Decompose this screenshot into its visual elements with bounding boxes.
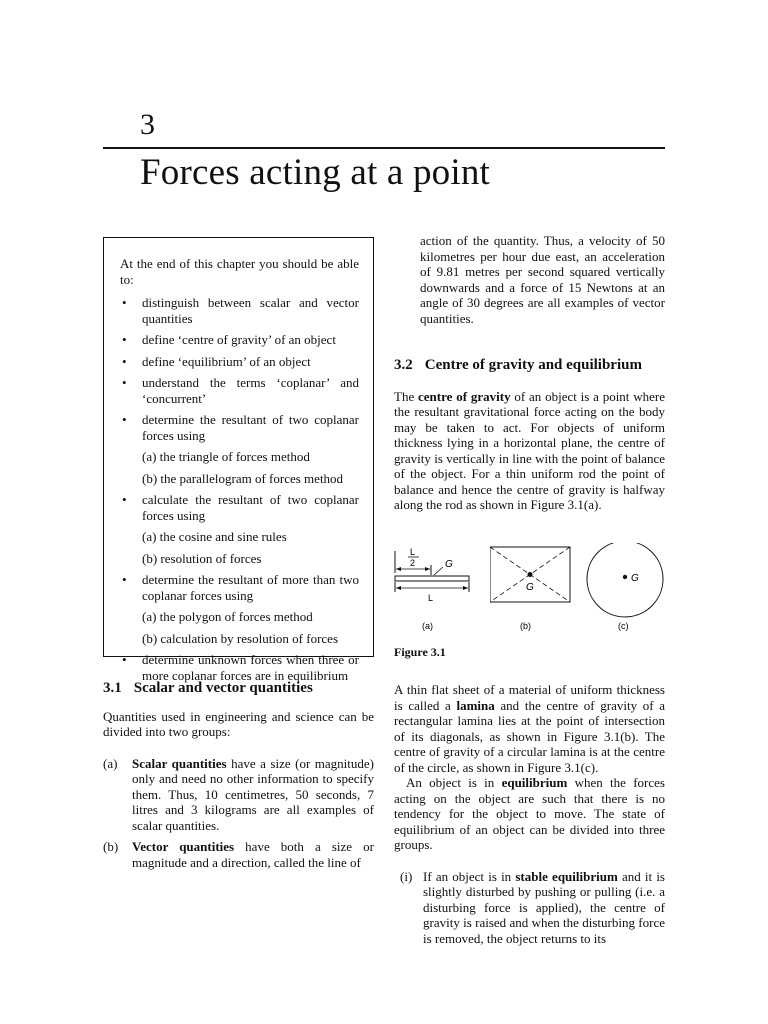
objective-item: • determine the resultant of more than two coplanar forces using — [120, 572, 359, 603]
term-equilibrium: equilibrium — [501, 775, 568, 790]
g-pointer-line — [434, 567, 443, 575]
chapter-title: Forces acting at a point — [140, 152, 491, 193]
term-vector-quantities: Vector quantities — [132, 839, 235, 854]
term-lamina: lamina — [456, 697, 495, 713]
objective-item: • understand the terms ‘coplanar’ and ‘concurrent’ — [120, 375, 359, 406]
label-g: G — [631, 572, 639, 584]
figure-3-1a-rod — [394, 543, 490, 633]
sublabel-b: (b) — [520, 620, 531, 631]
section-title: Centre of gravity and equilibrium — [424, 357, 642, 373]
objective-item: • calculate the resultant of two coplanar forces using — [120, 492, 359, 523]
text-run: and the centre of gravity of a rectangular lamina lies at the point of intersection of its diagonals, as shown in Figure 3.1(b). The centre of gravity of a circular lamina is at the centre of the circle, as shown in Figure 3.1(c). — [394, 697, 665, 775]
lamina-paragraph — [394, 682, 665, 775]
term-stable-equilibrium: stable equilibrium — [515, 868, 618, 884]
vector-quantities-text: have both a size or magnitude and a direction, called the line of — [132, 839, 374, 870]
objectives-list — [120, 295, 359, 683]
circular-lamina — [587, 543, 663, 617]
objective-item: • define ‘centre of gravity’ of an object — [120, 332, 359, 348]
text-run: A thin flat sheet of a material of uniform thickness is called a — [394, 682, 665, 713]
section-heading-3-2 — [394, 358, 665, 374]
uniform-rod — [395, 576, 469, 581]
objective-item: • determine the resultant of two coplanar forces using — [120, 412, 359, 443]
text-run: If an object is in — [423, 868, 516, 884]
section-heading-3-1 — [103, 681, 374, 697]
arrow-head — [463, 586, 468, 590]
objectives-intro: At the end of this chapter you should be able to: — [120, 256, 359, 287]
arrow-head — [396, 586, 401, 590]
objective-subitem: (b) the parallelogram of forces method — [142, 470, 344, 486]
right-column — [394, 233, 665, 952]
objective-item: • determine unknown forces when three or more coplanar forces are in equilibrium — [120, 652, 359, 683]
text-run: of an object is a point where the resultant gravitational force acting on the body may be taken to act. For objects of uniform thickness lying in a horizontal plane, the centre of gravity is vertically in line with the point of balance of the object. For a thin uniform rod the point of balance and hence the centre of gravity is halfway along the rod as shown in Figure 3.1(a). — [394, 388, 665, 512]
text-run: when the forces acting on the object are such that there is no tendency for the object to move. The state of equilibrium of an object can be divided into three groups. — [394, 775, 665, 852]
objective-item: • define ‘equilibrium’ of an object — [120, 354, 359, 370]
item-label: (a) — [103, 755, 118, 771]
section-title: Scalar and vector quantities — [133, 680, 313, 696]
objective-item: • distinguish between scalar and vector quantities — [120, 295, 359, 326]
half-length-denominator: 2 — [410, 557, 416, 568]
text-run: An object is in — [406, 775, 502, 790]
centre-of-gravity-paragraph — [394, 389, 665, 513]
label-g: G — [526, 581, 534, 593]
item-label: (b) — [103, 839, 119, 854]
objective-subitem: (b) resolution of forces — [142, 550, 262, 566]
sublabel-c: (c) — [618, 620, 629, 631]
scalar-quantities-text: have a size (or magnitude) only and need no other information to specify them. Thus, 10 centimetres, 50 seconds, 7 litres and 3 kilograms are all examples of scalar quantities. — [132, 755, 374, 833]
chapter-number: 3 — [140, 108, 155, 141]
figure-3-1b-rectangular-lamina — [490, 543, 586, 633]
section-number: 3.1 — [103, 680, 122, 696]
figure-caption: Figure 3.1 — [394, 644, 446, 659]
scalar-quantities-item — [103, 756, 374, 834]
term-centre-of-gravity: centre of gravity — [418, 388, 511, 404]
figure-3-1c-circular-lamina — [586, 543, 665, 633]
equilibrium-paragraph — [394, 775, 665, 853]
chapter-rule — [103, 147, 665, 149]
vector-quantities-item — [103, 839, 374, 870]
centre-of-gravity-dot — [623, 574, 627, 578]
objective-subitem: (a) the triangle of forces method — [142, 449, 310, 464]
stable-equilibrium-item — [394, 869, 665, 947]
figure-3-1 — [394, 543, 665, 633]
label-length: L — [428, 592, 434, 603]
label-g: G — [445, 558, 453, 570]
half-length-numerator: L — [410, 546, 416, 557]
objective-subitem: (a) the polygon of forces method — [142, 609, 313, 624]
section-3-1-intro: Quantities used in engineering and science can be divided into two groups: — [103, 708, 374, 739]
learning-objectives-box — [103, 237, 374, 683]
text-run: The — [394, 388, 419, 404]
arrow-head — [425, 567, 430, 571]
item-label: (i) — [400, 868, 413, 884]
left-column — [103, 237, 374, 876]
centre-of-gravity-dot — [528, 572, 533, 577]
objective-subitem: (a) the cosine and sine rules — [142, 529, 287, 544]
vector-continuation-text: action of the quantity. Thus, a velocity of 50 kilometres per hour due east, an acceleration of 9.81 metres per second squared vertically downwards and a force of 15 Newtons at an angle of 30 degrees are all examples of vector quantities. — [420, 233, 665, 326]
arrow-head — [396, 567, 401, 571]
objective-subitem: (b) calculation by resolution of forces — [142, 630, 339, 646]
text-run: and it is slightly disturbed by pushing or pulling (i.e. a disturbing force is applied), the centre of gravity is raised and when the disturbing force is removed, the object returns to its — [423, 868, 665, 946]
term-scalar-quantities: Scalar quantities — [132, 755, 227, 771]
sublabel-a: (a) — [422, 620, 433, 631]
section-number: 3.2 — [394, 357, 413, 373]
